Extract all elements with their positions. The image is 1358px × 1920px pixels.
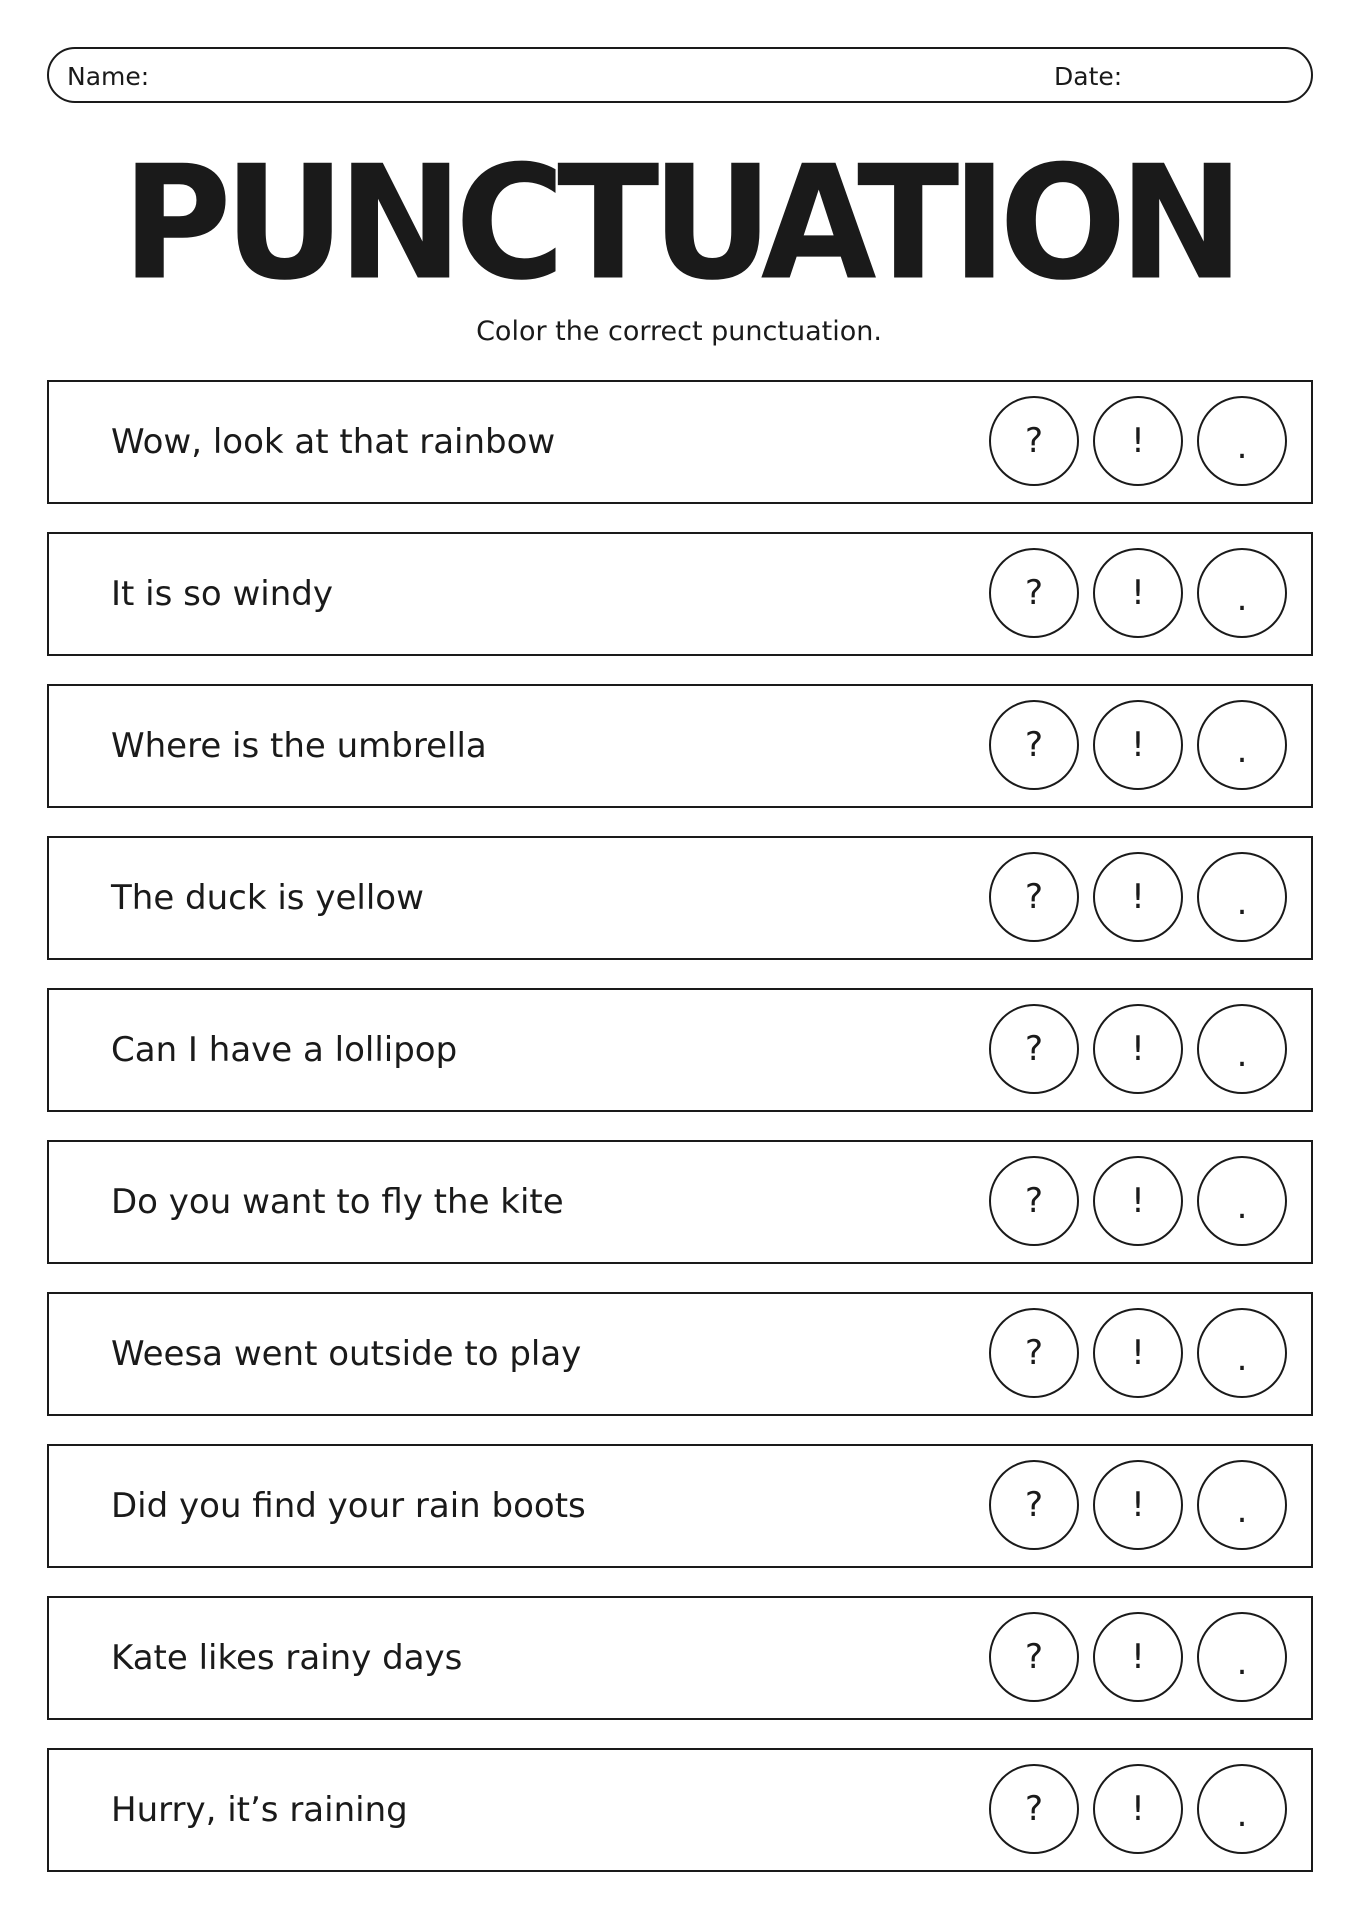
exclamation-mark-choice[interactable]: ! xyxy=(1093,1460,1183,1550)
question-row xyxy=(47,1292,1313,1416)
question-mark-choice[interactable]: ? xyxy=(989,1460,1079,1550)
sentence: The duck is yellow xyxy=(111,878,424,918)
exclamation-mark-choice[interactable]: ! xyxy=(1093,1004,1183,1094)
question-mark-choice[interactable]: ? xyxy=(989,1156,1079,1246)
sentence: Wow, look at that rainbow xyxy=(111,422,556,462)
exclamation-mark-choice[interactable]: ! xyxy=(1093,1308,1183,1398)
sentence: Can I have a lollipop xyxy=(111,1030,458,1070)
choice-group xyxy=(989,1156,1287,1246)
question-mark-choice[interactable]: ? xyxy=(989,700,1079,790)
name-date-bar xyxy=(47,47,1313,103)
period-choice[interactable]: . xyxy=(1197,1156,1287,1246)
period-choice[interactable]: . xyxy=(1197,1460,1287,1550)
sentence: Hurry, it’s raining xyxy=(111,1790,408,1830)
sentence: It is so windy xyxy=(111,574,333,614)
name-label: Name: xyxy=(67,62,150,91)
instructions: Color the correct punctuation. xyxy=(476,316,882,347)
sentence: Do you want to fly the kite xyxy=(111,1182,564,1222)
choice-group xyxy=(989,852,1287,942)
exclamation-mark-choice[interactable]: ! xyxy=(1093,852,1183,942)
exclamation-mark-choice[interactable]: ! xyxy=(1093,396,1183,486)
question-mark-choice[interactable]: ? xyxy=(989,548,1079,638)
choice-group xyxy=(989,1764,1287,1854)
sentence: Where is the umbrella xyxy=(111,726,487,766)
period-choice[interactable]: . xyxy=(1197,396,1287,486)
question-row xyxy=(47,380,1313,504)
exclamation-mark-choice[interactable]: ! xyxy=(1093,548,1183,638)
exclamation-mark-choice[interactable]: ! xyxy=(1093,700,1183,790)
question-mark-choice[interactable]: ? xyxy=(989,396,1079,486)
question-mark-choice[interactable]: ? xyxy=(989,852,1079,942)
question-row xyxy=(47,1596,1313,1720)
date-label: Date: xyxy=(1054,62,1123,91)
question-mark-choice[interactable]: ? xyxy=(989,1764,1079,1854)
question-list xyxy=(47,380,1313,1900)
choice-group xyxy=(989,548,1287,638)
period-choice[interactable]: . xyxy=(1197,852,1287,942)
question-row xyxy=(47,532,1313,656)
question-mark-choice[interactable]: ? xyxy=(989,1308,1079,1398)
question-row xyxy=(47,988,1313,1112)
question-mark-choice[interactable]: ? xyxy=(989,1004,1079,1094)
period-choice[interactable]: . xyxy=(1197,1004,1287,1094)
period-choice[interactable]: . xyxy=(1197,1612,1287,1702)
sentence: Weesa went outside to play xyxy=(111,1334,582,1374)
choice-group xyxy=(989,1004,1287,1094)
period-choice[interactable]: . xyxy=(1197,548,1287,638)
question-row xyxy=(47,1444,1313,1568)
period-choice[interactable]: . xyxy=(1197,700,1287,790)
question-row xyxy=(47,1748,1313,1872)
sentence: Kate likes rainy days xyxy=(111,1638,463,1678)
choice-group xyxy=(989,1612,1287,1702)
question-row xyxy=(47,684,1313,808)
choice-group xyxy=(989,1460,1287,1550)
exclamation-mark-choice[interactable]: ! xyxy=(1093,1764,1183,1854)
question-row xyxy=(47,836,1313,960)
period-choice[interactable]: . xyxy=(1197,1764,1287,1854)
choice-group xyxy=(989,396,1287,486)
choice-group xyxy=(989,1308,1287,1398)
page-title: PUNCTUATION xyxy=(121,132,1237,316)
exclamation-mark-choice[interactable]: ! xyxy=(1093,1156,1183,1246)
choice-group xyxy=(989,700,1287,790)
exclamation-mark-choice[interactable]: ! xyxy=(1093,1612,1183,1702)
question-mark-choice[interactable]: ? xyxy=(989,1612,1079,1702)
question-row xyxy=(47,1140,1313,1264)
period-choice[interactable]: . xyxy=(1197,1308,1287,1398)
sentence: Did you find your rain boots xyxy=(111,1486,586,1526)
